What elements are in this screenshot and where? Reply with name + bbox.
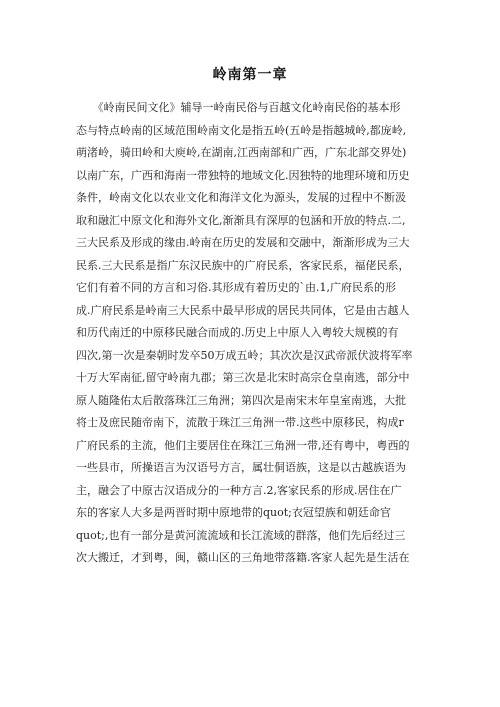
body-text [76, 97, 436, 570]
text-line: 民系.三大民系是指广东汉民族中的广府民系，客家民系，福佬民系， [76, 258, 410, 272]
text-line: 萌渚岭，骑田岭和大庾岭,在湖南,江西南部和广西，广东北部交界处) [76, 146, 407, 159]
text-line: 成.广府民系是岭南三大民系中最早形成的居民共同体，它是由古越人 [76, 303, 410, 317]
text-line: 东的客家人大多是两晋时期中原地带的quot;衣冠望族和朝廷命官 [76, 506, 391, 519]
text-line: 十万大军南征,留守岭南九郡；第三次是北宋时高宗仓皇南逃，部分中 [76, 371, 410, 384]
text-line: 次大搬迁，才到粤，闽，赣山区的三角地带落籍.客家人起先是生活在 [76, 551, 410, 564]
text-line: 态与特点岭南的区域范围岭南文化是指五岭(五岭是指越城岭,都庞岭, [76, 123, 407, 137]
text-line: 它们有着不同的方言和习俗.其形成有着历史的`由.1,广府民系的形 [76, 281, 396, 294]
text-line: 以南广东，广西和海南一带独特的地域文化.因独特的地理环境和历史 [76, 168, 410, 182]
text-line: 将士及庶民随帝南下，流散于珠江三角洲一带.这些中原移民，构成r [76, 416, 404, 429]
text-line: 和历代南迁的中原移民融合而成的.历史上中原人入粤较大规模的有 [76, 326, 399, 339]
text-line: 取和融汇中原文化和海外文化,渐渐具有深厚的包涵和开放的特点.二, [76, 213, 406, 227]
text-line: quot;,也有一部分是黄河流流域和长江流域的群落，他们先后经过三 [76, 528, 406, 542]
text-line: 三大民系及形成的缘由.岭南在历史的发展和交融中，渐渐形成为三大 [76, 236, 410, 249]
text-line: 《岭南民间文化》辅导一岭南民俗与百越文化岭南民俗的基本形 [76, 101, 401, 114]
text-line: 条件，岭南文化以农业文化和海洋文化为源头，发展的过程中不断汲 [76, 191, 406, 204]
text-line: 广府民系的主流，他们主要居住在珠江三角洲一带,还有粤中，粤西的 [76, 438, 410, 452]
text-line: 一些县市，所操语言为汉语号方言，属壮侗语族，这是以古越族语为 [76, 461, 406, 474]
page-title: 岭南第一章 [212, 67, 288, 83]
text-line: 主，融会了中原古汉语成分的一种方言.2,客家民系的形成.居住在广 [76, 483, 402, 497]
text-line: 原人随隆佑太后散落珠江三角洲；第四次是南宋末年皇室南逃，大批 [76, 393, 406, 407]
text-line: 四次,第一次是秦朝时发卒50万成五岭；其次次是汉武帝派伏波将军率 [76, 348, 413, 362]
